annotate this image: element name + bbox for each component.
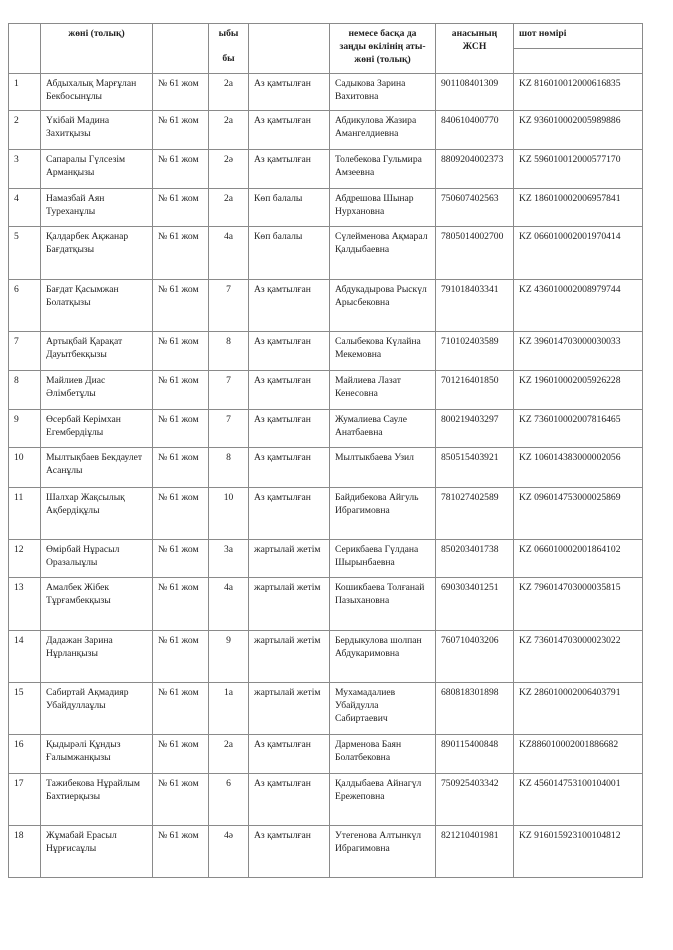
account-number-cell: KZ 736014703000023022 (514, 631, 643, 683)
parent-name-cell: Дарменова Баян Болатбековна (330, 735, 436, 774)
category-cell: Аз қамтылған (249, 74, 330, 111)
table-row (9, 774, 643, 826)
category-cell: жартылай жетім (249, 683, 330, 735)
student-name-cell: Сабиртай Ақмадияр Убайдуллаұлы (41, 683, 153, 735)
school-cell: № 61 жом (153, 332, 209, 371)
table-row (9, 540, 643, 578)
school-cell: № 61 жом (153, 826, 209, 878)
parent-name-cell: Мухамадалиев Убайдулла Сабиртаевич (330, 683, 436, 735)
row-number-cell: 6 (9, 280, 41, 332)
account-number-cell: KZ 916015923100104812 (514, 826, 643, 878)
grade-cell: 8 (209, 332, 249, 371)
grade-cell: 2ә (209, 150, 249, 189)
category-cell: Көп балалы (249, 189, 330, 227)
table-row (9, 280, 643, 332)
table-row (9, 488, 643, 540)
parent-name-cell: Байдибекова Айгуль Ибрагимовна (330, 488, 436, 540)
mother-iin-cell: 850203401738 (436, 540, 514, 578)
category-cell: Аз қамтылған (249, 280, 330, 332)
account-number-cell: KZ 936010002005989886 (514, 111, 643, 150)
parent-name-cell: Бердыкулова шолпан Абдукаримовна (330, 631, 436, 683)
parent-name-cell: Жумалиева Сауле Анатбаевна (330, 410, 436, 448)
grade-cell: 4ә (209, 826, 249, 878)
category-cell: Аз қамтылған (249, 332, 330, 371)
mother-iin-cell: 781027402589 (436, 488, 514, 540)
account-number-cell: KZ 186010002006957841 (514, 189, 643, 227)
table-row (9, 150, 643, 189)
school-cell: № 61 жом (153, 488, 209, 540)
account-number-cell: KZ 066010002001970414 (514, 227, 643, 280)
table-row (9, 826, 643, 878)
row-number-cell: 10 (9, 448, 41, 488)
header-account: шот нөмірі (514, 24, 643, 49)
student-name-cell: Қалдарбек Ақжанар Бағдатқызы (41, 227, 153, 280)
student-name-cell: Сапаралы Гүлсезім Арманқызы (41, 150, 153, 189)
student-name-cell: Шалхар Жақсылық Ақбердіқұлы (41, 488, 153, 540)
school-cell: № 61 жом (153, 683, 209, 735)
table-row (9, 332, 643, 371)
mother-iin-cell: 760710403206 (436, 631, 514, 683)
parent-name-cell: Мылтыкбаева Узил (330, 448, 436, 488)
student-name-cell: Майлиев Диас Әлімбетұлы (41, 371, 153, 410)
account-number-cell: KZ 106014383000002056 (514, 448, 643, 488)
mother-iin-cell: 680818301898 (436, 683, 514, 735)
mother-iin-cell: 840610400770 (436, 111, 514, 150)
grade-cell: 2а (209, 74, 249, 111)
category-cell: Аз қамтылған (249, 448, 330, 488)
grade-cell: 7 (209, 410, 249, 448)
parent-name-cell: Кошикбаева Толғанай Пазыхановна (330, 578, 436, 631)
row-number-cell: 13 (9, 578, 41, 631)
mother-iin-cell: 850515403921 (436, 448, 514, 488)
grade-cell: 2а (209, 111, 249, 150)
account-number-cell: KZ 196010002005926228 (514, 371, 643, 410)
school-cell: № 61 жом (153, 150, 209, 189)
header-parent-name: немесе басқа да заңды өкілінің аты-жөні (толық) (330, 24, 436, 74)
school-cell: № 61 жом (153, 189, 209, 227)
row-number-cell: 14 (9, 631, 41, 683)
grade-cell: 1а (209, 683, 249, 735)
parent-name-cell: Абдикулова Жазира Амангелдиевна (330, 111, 436, 150)
parent-name-cell: Майлиева Лазат Кенесовна (330, 371, 436, 410)
account-number-cell: KZ 796014703000035815 (514, 578, 643, 631)
table-row (9, 735, 643, 774)
beneficiaries-table (8, 23, 643, 878)
account-number-cell: KZ 396014703000030033 (514, 332, 643, 371)
category-cell: Аз қамтылған (249, 735, 330, 774)
mother-iin-cell: 8809204002373 (436, 150, 514, 189)
parent-name-cell: Толебекова Гульмира Амзеевна (330, 150, 436, 189)
grade-cell: 7 (209, 280, 249, 332)
account-number-cell: KZ 736010002007816465 (514, 410, 643, 448)
mother-iin-cell: 750925403342 (436, 774, 514, 826)
grade-cell: 8 (209, 448, 249, 488)
header-category (249, 24, 330, 74)
school-cell: № 61 жом (153, 74, 209, 111)
student-name-cell: Өсербай Керімхан Егембердіұлы (41, 410, 153, 448)
grade-cell: 6 (209, 774, 249, 826)
grade-cell: 4а (209, 227, 249, 280)
grade-cell: 10 (209, 488, 249, 540)
parent-name-cell: Салыбекова Күлайна Мекемовна (330, 332, 436, 371)
row-number-cell: 1 (9, 74, 41, 111)
mother-iin-cell: 710102403589 (436, 332, 514, 371)
mother-iin-cell: 901108401309 (436, 74, 514, 111)
mother-iin-cell: 821210401981 (436, 826, 514, 878)
header-grade (209, 24, 249, 74)
student-name-cell: Қыдырәлі Құндыз Ғалымжанқызы (41, 735, 153, 774)
parent-name-cell: Серикбаева Гүлдана Шырынбаевна (330, 540, 436, 578)
row-number-cell: 3 (9, 150, 41, 189)
table-row (9, 371, 643, 410)
category-cell: жартылай жетім (249, 631, 330, 683)
school-cell: № 61 жом (153, 631, 209, 683)
mother-iin-cell: 690303401251 (436, 578, 514, 631)
header-grade-line2: бы (222, 53, 235, 64)
student-name-cell: Артықбай Қарақат Дауытбекқызы (41, 332, 153, 371)
row-number-cell: 9 (9, 410, 41, 448)
header-school (153, 24, 209, 74)
mother-iin-cell: 701216401850 (436, 371, 514, 410)
account-number-cell: KZ 066010002001864102 (514, 540, 643, 578)
school-cell: № 61 жом (153, 578, 209, 631)
category-cell: Аз қамтылған (249, 826, 330, 878)
school-cell: № 61 жом (153, 540, 209, 578)
student-name-cell: Намазбай Аян Туреханұлы (41, 189, 153, 227)
header-number (9, 24, 41, 74)
account-number-cell: KZ 596010012000577170 (514, 150, 643, 189)
school-cell: № 61 жом (153, 280, 209, 332)
category-cell: жартылай жетім (249, 578, 330, 631)
row-number-cell: 8 (9, 371, 41, 410)
table-row (9, 227, 643, 280)
school-cell: № 61 жом (153, 371, 209, 410)
category-cell: Көп балалы (249, 227, 330, 280)
mother-iin-cell: 800219403297 (436, 410, 514, 448)
mother-iin-cell: 791018403341 (436, 280, 514, 332)
table-row (9, 631, 643, 683)
category-cell: Аз қамтылған (249, 150, 330, 189)
row-number-cell: 5 (9, 227, 41, 280)
student-name-cell: Үкібай Мадина Захитқызы (41, 111, 153, 150)
student-name-cell: Өмірбай Нұрасыл Оразалыұлы (41, 540, 153, 578)
table-row (9, 111, 643, 150)
parent-name-cell: Абдукадырова Рыскүл Арысбековна (330, 280, 436, 332)
table-row (9, 410, 643, 448)
row-number-cell: 12 (9, 540, 41, 578)
category-cell: Аз қамтылған (249, 410, 330, 448)
row-number-cell: 7 (9, 332, 41, 371)
parent-name-cell: Сүлейменова Ақмарал Қалдыбаевна (330, 227, 436, 280)
table-row (9, 74, 643, 111)
parent-name-cell: Садыкова Зарина Вахитовна (330, 74, 436, 111)
student-name-cell: Абдыхалық Марғұлан Бекбосынұлы (41, 74, 153, 111)
row-number-cell: 11 (9, 488, 41, 540)
student-name-cell: Амалбек Жібек Тұрғамбекқызы (41, 578, 153, 631)
grade-cell: 7 (209, 371, 249, 410)
header-grade-line1: ыбы (218, 28, 239, 39)
student-name-cell: Дадажан Зарина Нұрланқызы (41, 631, 153, 683)
row-number-cell: 16 (9, 735, 41, 774)
grade-cell: 3а (209, 540, 249, 578)
account-number-cell: KZ 436010002008979744 (514, 280, 643, 332)
table-row (9, 448, 643, 488)
mother-iin-cell: 890115400848 (436, 735, 514, 774)
school-cell: № 61 жом (153, 774, 209, 826)
student-name-cell: Тажибекова Нұрайлым Бахтиерқызы (41, 774, 153, 826)
row-number-cell: 15 (9, 683, 41, 735)
school-cell: № 61 жом (153, 227, 209, 280)
school-cell: № 61 жом (153, 448, 209, 488)
student-name-cell: Бағдат Қасымжан Болатқызы (41, 280, 153, 332)
parent-name-cell: Қалдыбаева Айнагүл Ережеповна (330, 774, 436, 826)
student-name-cell: Мылтықбаев Бекдаулет Асанұлы (41, 448, 153, 488)
school-cell: № 61 жом (153, 735, 209, 774)
account-number-cell: KZ 816010012000616835 (514, 74, 643, 111)
header-student-name: жөні (толық) (41, 24, 153, 74)
grade-cell: 9 (209, 631, 249, 683)
row-number-cell: 2 (9, 111, 41, 150)
row-number-cell: 18 (9, 826, 41, 878)
parent-name-cell: Абдрешова Шынар Нурхановна (330, 189, 436, 227)
account-number-cell: KZ886010002001886682 (514, 735, 643, 774)
category-cell: Аз қамтылған (249, 488, 330, 540)
category-cell: Аз қамтылған (249, 371, 330, 410)
account-number-cell: KZ 456014753100104001 (514, 774, 643, 826)
mother-iin-cell: 7805014002700 (436, 227, 514, 280)
grade-cell: 4а (209, 578, 249, 631)
table-row (9, 189, 643, 227)
mother-iin-cell: 750607402563 (436, 189, 514, 227)
table-row (9, 578, 643, 631)
row-number-cell: 17 (9, 774, 41, 826)
grade-cell: 2а (209, 189, 249, 227)
school-cell: № 61 жом (153, 111, 209, 150)
account-number-cell: KZ 096014753000025869 (514, 488, 643, 540)
table-body (9, 74, 643, 878)
account-number-cell: KZ 286010002006403791 (514, 683, 643, 735)
parent-name-cell: Утегенова Алтынкүл Ибрагимовна (330, 826, 436, 878)
category-cell: жартылай жетім (249, 540, 330, 578)
school-cell: № 61 жом (153, 410, 209, 448)
header-mother-iin: анасының ЖСН (436, 24, 514, 74)
grade-cell: 2а (209, 735, 249, 774)
category-cell: Аз қамтылған (249, 111, 330, 150)
row-number-cell: 4 (9, 189, 41, 227)
student-name-cell: Жұмабай Ерасыл Нұрғисаұлы (41, 826, 153, 878)
category-cell: Аз қамтылған (249, 774, 330, 826)
table-row (9, 683, 643, 735)
header-account-sub (514, 49, 643, 74)
